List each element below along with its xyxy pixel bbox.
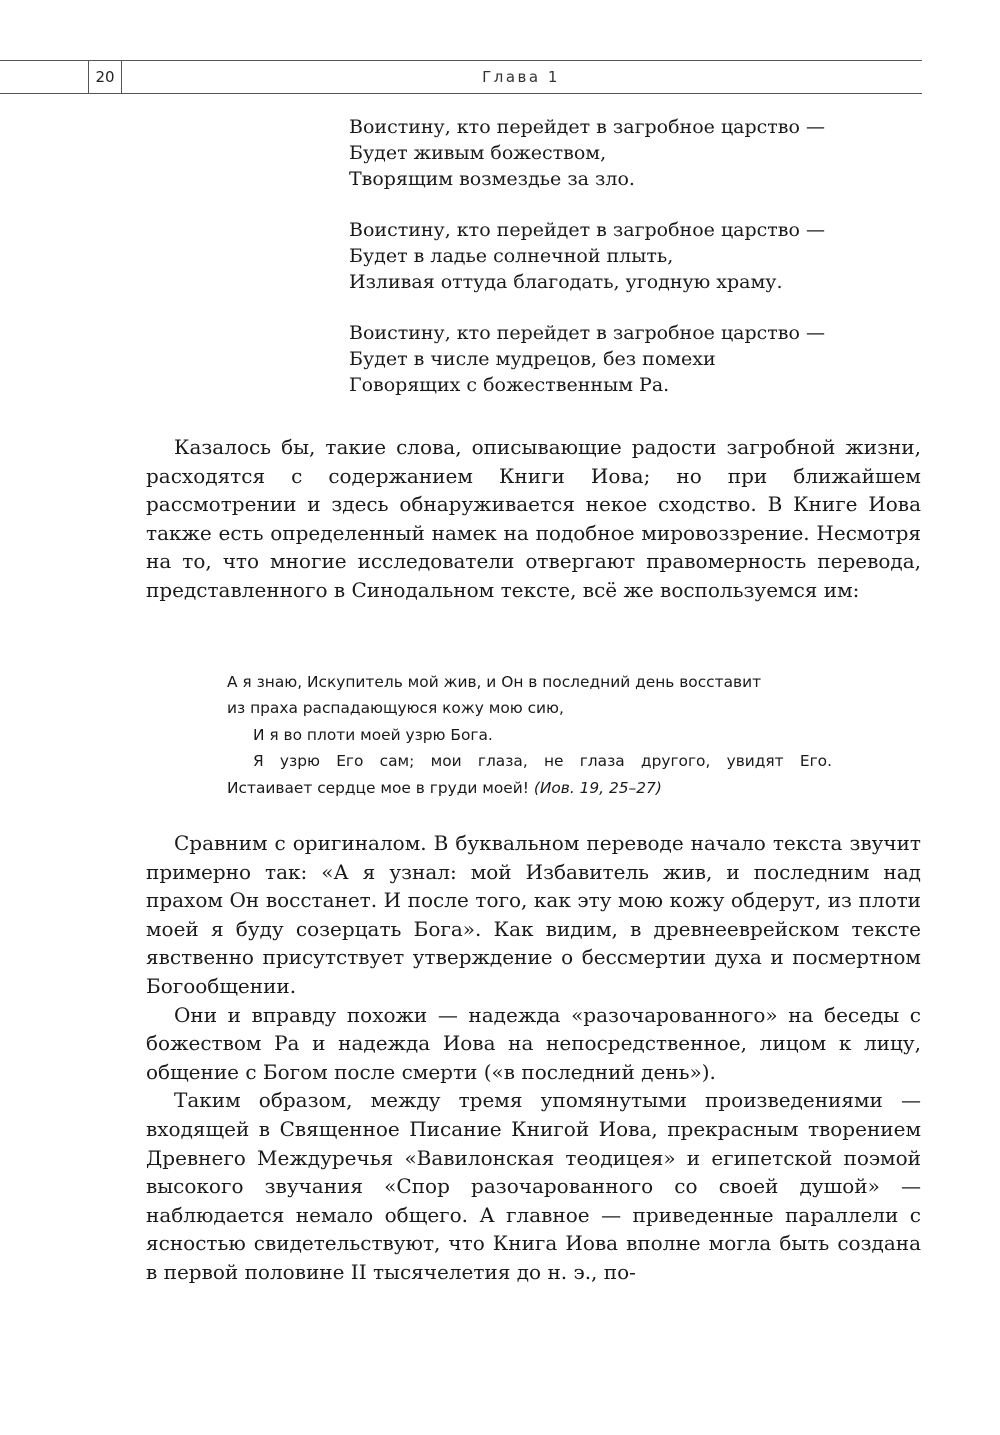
bible-quote [227, 669, 832, 801]
page-number: 20 [88, 61, 122, 93]
running-header [0, 60, 922, 94]
quote-line: Я узрю Его сам; мои глаза, не глаза другого, увидят Его. [253, 752, 832, 771]
poem-stanza [349, 114, 909, 192]
body-text-top [146, 433, 921, 605]
quote-reference: (Иов. 19, 25–27) [533, 778, 662, 797]
poem-line: Воистину, кто перейдет в загробное царство — [349, 219, 825, 241]
quote-line: Истаивает сердце мое в груди моей! [227, 778, 529, 797]
poem-line: Изливая оттуда благодать, угодную храму. [349, 271, 783, 293]
running-title: Глава 1 [482, 68, 560, 86]
poem-stanza [349, 217, 909, 295]
paragraph: Казалось бы, такие слова, описывающие радости загробной жизни, расходятся с содержанием Книги Иова; но при ближайшем рассмотрении и здесь обнаруживается некое сходство. В Книге Иова также есть определенный намек на подобное мировоззрение. Несмотря на то, что многие исследователи отвергают правомерность перевода, представленного в Синодальном тексте, всё же воспользуемся им: [146, 435, 921, 602]
poem-line: Воистину, кто перейдет в загробное царство — [349, 322, 825, 344]
poem-line: Воистину, кто перейдет в загробное царство — [349, 116, 825, 138]
quote-line: И я во плоти моей узрю Бога. [253, 725, 493, 744]
paragraph: Они и вправду похожи — надежда «разочарованного» на беседы с божеством Ра и надежда Иова на непосредственное, лицом к лицу, общение с Богом после смерти («в последний день»). [146, 1002, 921, 1084]
body-text-bottom [146, 829, 921, 1287]
poem-line: Будет в числе мудрецов, без помехи [349, 348, 716, 370]
quote-line-last [227, 775, 832, 801]
poem-line: Творящим возмездье за зло. [349, 168, 635, 190]
paragraph: Таким образом, между тремя упомянутыми произведениями — входящей в Священное Писание Книгой Иова, прекрасным творением Древнего Междуречья «Вавилонская теодицея» и египетской поэмой высокого звучания «Спор разочарованного со своей душой» — наблюдается немало общего. А главное — приведенные параллели с ясностью свидетельствуют, что Книга Иова вполне могла быть создана в первой половине II тысячелетия до н. э., по- [146, 1088, 921, 1284]
poem-line: Будет в ладье солнечной плыть, [349, 245, 674, 267]
poem-stanza [349, 320, 909, 398]
poem-line: Будет живым божеством, [349, 142, 607, 164]
paragraph: Сравним с оригиналом. В буквальном переводе начало текста звучит примерно так: «А я узнал: мой Избавитель жив, и последним над прахом Он восстанет. И после того, как эту мою кожу обдерут, из плоти моей я буду созерцать Бога». Как видим, в древнееврейском тексте явственно присутствует утверждение о бессмертии духа и посмертном Богообщении. [146, 831, 921, 998]
poem-quote [349, 114, 909, 423]
quote-line: из праха распадающуюся кожу мою сию, [227, 699, 564, 718]
quote-line: А я знаю, Искупитель мой жив, и Он в последний день восставит [227, 673, 762, 691]
poem-line: Говорящих с божественным Ра. [349, 374, 670, 396]
